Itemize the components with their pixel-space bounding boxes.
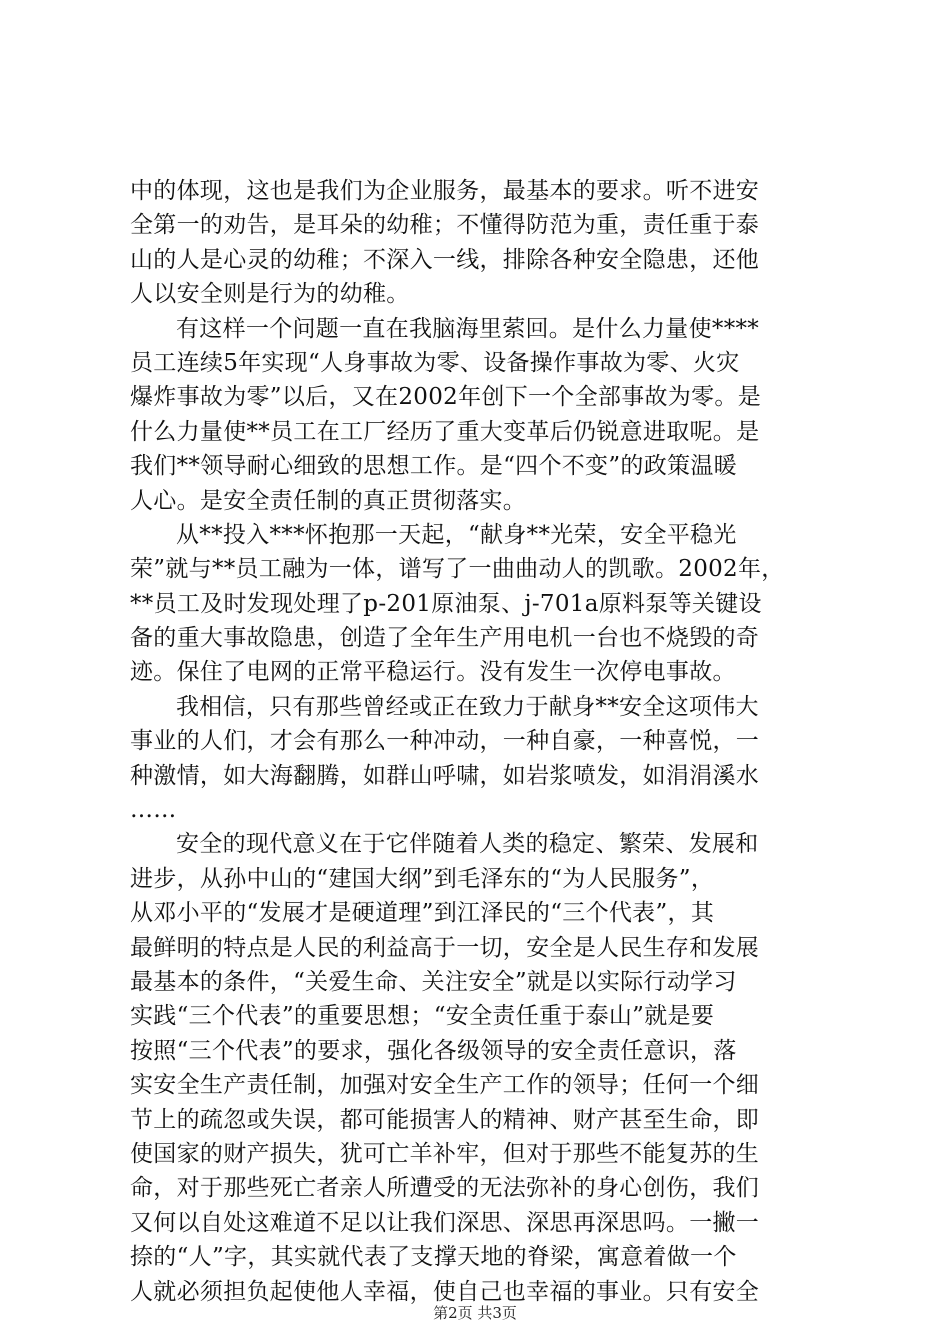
text-line: 安全的现代意义在于它伴随着人类的稳定、繁荣、发展和 xyxy=(176,831,759,858)
text-line: 什么力量使**员工在工厂经历了重大变革后仍锐意进取呢。是 xyxy=(130,418,760,445)
text-line: 荣”就与**员工融为一体，谱写了一曲曲动人的凯歌。2002年， xyxy=(130,556,785,583)
text-line: 我们**领导耐心细致的思想工作。是“四个不变”的政策温暖 xyxy=(130,453,737,480)
text-line: 捺的“人”字，其实就代表了支撑天地的脊梁，寓意着做一个 xyxy=(130,1244,737,1271)
text-line: 使国家的财产损失，犹可亡羊补牢，但对于那些不能复苏的生 xyxy=(130,1140,760,1167)
text-line: 事业的人们，才会有那么一种冲动，一种自豪，一种喜悦，一 xyxy=(130,728,760,755)
text-line: 爆炸事故为零”以后，又在2002年创下一个全部事故为零。是 xyxy=(130,384,761,411)
text-line: 进步，从孙中山的“建国大纲”到毛泽东的“为人民服务”， xyxy=(130,865,715,892)
text-line: 山的人是心灵的幼稚；不深入一线，排除各种安全隐患，还他 xyxy=(130,246,760,273)
text-line: 节上的疏忽或失误，都可能损害人的精神、财产甚至生命，即 xyxy=(130,1106,760,1133)
text-line: 员工连续5年实现“人身事故为零、设备操作事故为零、火灾 xyxy=(130,349,740,376)
document-body xyxy=(130,174,830,1309)
text-line: 按照“三个代表”的要求，强化各级领导的安全责任意识，落 xyxy=(130,1037,737,1064)
text-line: 有这样一个问题一直在我脑海里萦回。是什么力量使**** xyxy=(176,315,760,342)
text-line: 种激情，如大海翻腾，如群山呼啸，如岩浆喷发，如涓涓溪水 xyxy=(130,762,760,789)
text-line: 人以安全则是行为的幼稚。 xyxy=(130,281,410,308)
text-line: 我相信，只有那些曾经或正在致力于献身**安全这项伟大 xyxy=(176,693,759,720)
text-line: 备的重大事故隐患，创造了全年生产用电机一台也不烧毁的奇 xyxy=(130,625,760,652)
text-line: 实安全生产责任制，加强对安全生产工作的领导；任何一个细 xyxy=(130,1072,760,1099)
text-line: 迹。保住了电网的正常平稳运行。没有发生一次停电事故。 xyxy=(130,659,736,686)
text-line: 人就必须担负起使他人幸福，使自己也幸福的事业。只有安全 xyxy=(130,1278,760,1305)
page-footer: 第2页 共3页 xyxy=(433,1304,517,1322)
text-line: 人心。是安全责任制的真正贯彻落实。 xyxy=(130,487,527,514)
text-line: 最鲜明的特点是人民的利益高于一切，安全是人民生存和发展 xyxy=(130,934,760,961)
text-line: 又何以自处这难道不足以让我们深思、深思再深思吗。一撇一 xyxy=(130,1209,760,1236)
text-line: 中的体现，这也是我们为企业服务，最基本的要求。听不进安 xyxy=(130,178,760,204)
text-line: 最基本的条件，“关爱生命、关注安全”就是以实际行动学习 xyxy=(130,968,737,995)
text-line: 全第一的劝告，是耳朵的幼稚；不懂得防范为重，责任重于泰 xyxy=(130,212,760,239)
text-line: 命，对于那些死亡者亲人所遭受的无法弥补的身心创伤，我们 xyxy=(130,1175,760,1202)
text-line: …… xyxy=(130,797,177,824)
text-line: 从**投入***怀抱那一天起，“献身**光荣，安全平稳光 xyxy=(176,521,737,548)
text-line: **员工及时发现处理了p-201原油泵、j-701a原料泵等关键设 xyxy=(130,590,762,617)
text-line: 实践“三个代表”的重要思想；“安全责任重于泰山”就是要 xyxy=(130,1003,715,1030)
text-line: 从邓小平的“发展才是硬道理”到江泽民的“三个代表”，其 xyxy=(130,900,715,927)
